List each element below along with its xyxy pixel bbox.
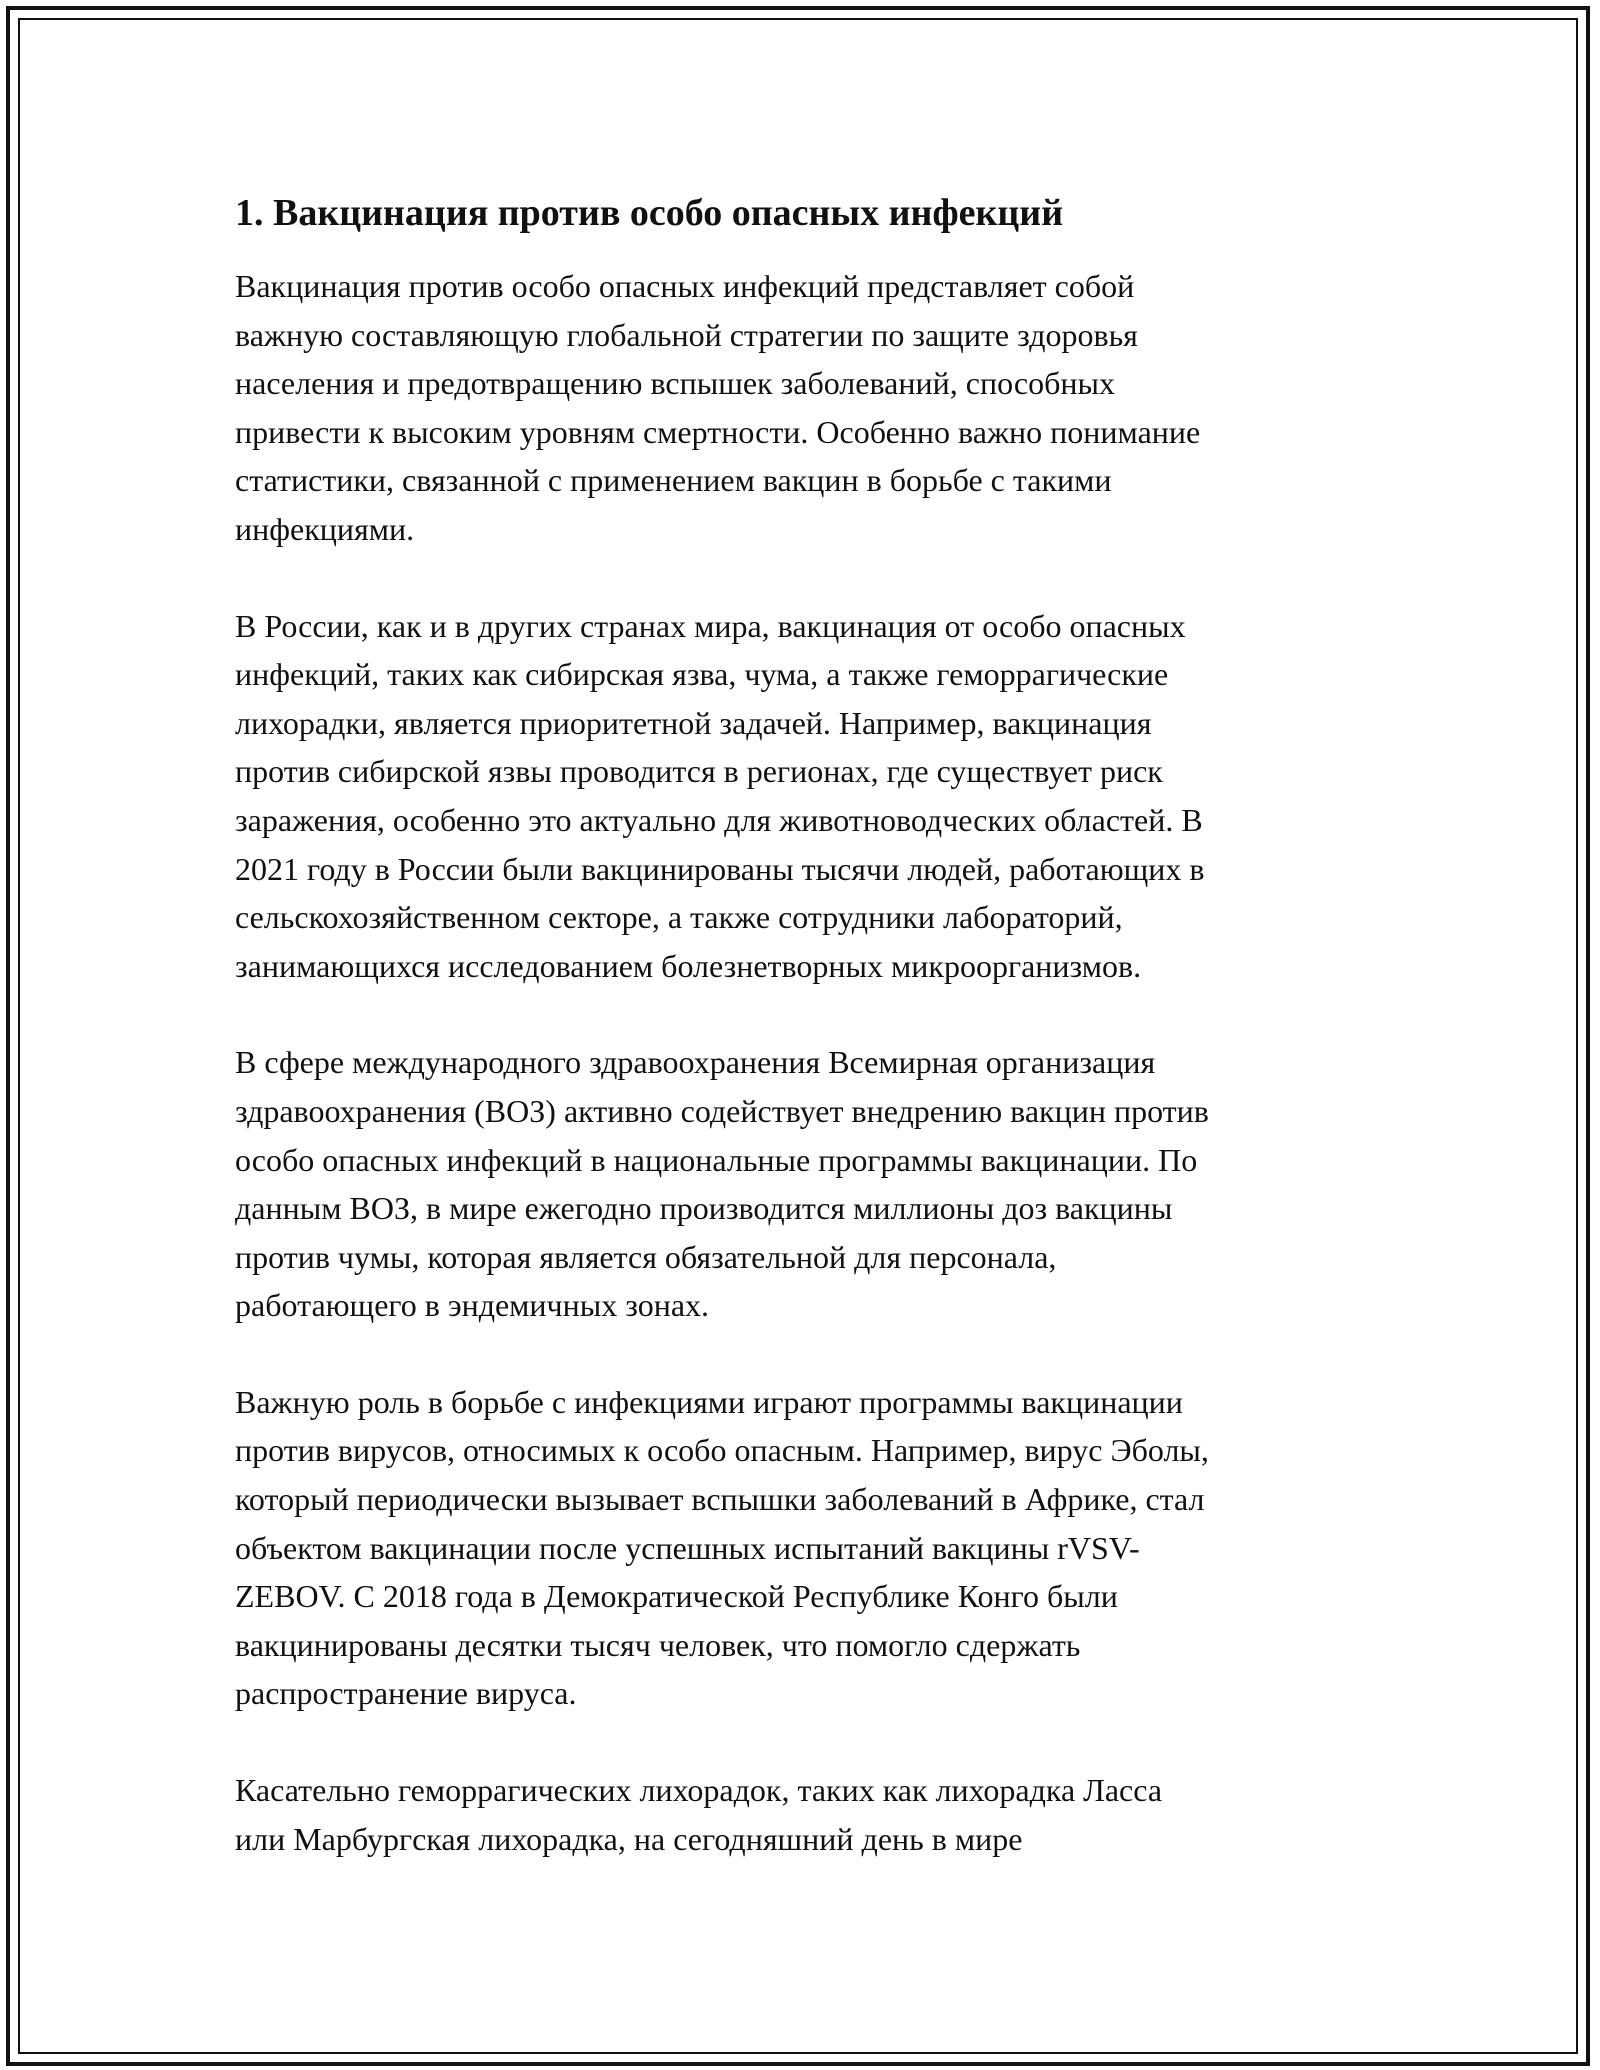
paragraph-ebola: Важную роль в борьбе с инфекциями играют программы вакцинации против вирусов, относимых к особо опасным. Например, вирус Эболы, который периодически вызывает вспышки заболеваний в Африке, стал объектом вакцинации после успешных испытаний вакцины rVSV- ZEBOV. С 2018 года в Демократической Республике Конго были вакцинированы десятки тысяч человек, что помогло сдержать распространение вируса. — [235, 1383, 1209, 1712]
section-heading: 1. Вакцинация против особо опасных инфекций — [235, 192, 1064, 234]
document-body — [235, 188, 1365, 1911]
paragraph-russia: В России, как и в других странах мира, вакцинация от особо опасных инфекций, таких как сибирская язва, чума, а также геморрагические лихорадки, является приоритетной задачей. Например, вакцинация против сибирской язвы проводится в регионах, где существует риск заражения, особенно это актуально для животноводческих областей. В 2021 году в России были вакцинированы тысячи людей, работающих в сельскохозяйственном секторе, а также сотрудники лабораторий, занимающихся исследованием болезнетворных микроорганизмов. — [235, 607, 1205, 984]
paragraph-who: В сфере международного здравоохранения Всемирная организация здравоохранения (ВОЗ) активно содействует внедрению вакцин против особо опасных инфекций в национальные программы вакцинации. По данным ВОЗ, в мире ежегодно производится миллионы доз вакцины против чумы, которая является обязательной для персонала, работающего в эндемичных зонах. — [235, 1044, 1209, 1324]
paragraph-intro: Вакцинация против особо опасных инфекций представляет собой важную составляющую глобальной стратегии по защите здоровья населения и предотвращению вспышек заболеваний, способных привести к высоким уровням смертности. Особенно важно понимание статистики, связанной с применением вакцин в борьбе с такими инфекциями. — [235, 268, 1201, 547]
paragraph-hemorrhagic: Касательно геморрагических лихорадок, таких как лихорадка Ласса или Марбургская лихорадка, на сегодняшний день в мире — [235, 1772, 1163, 1857]
